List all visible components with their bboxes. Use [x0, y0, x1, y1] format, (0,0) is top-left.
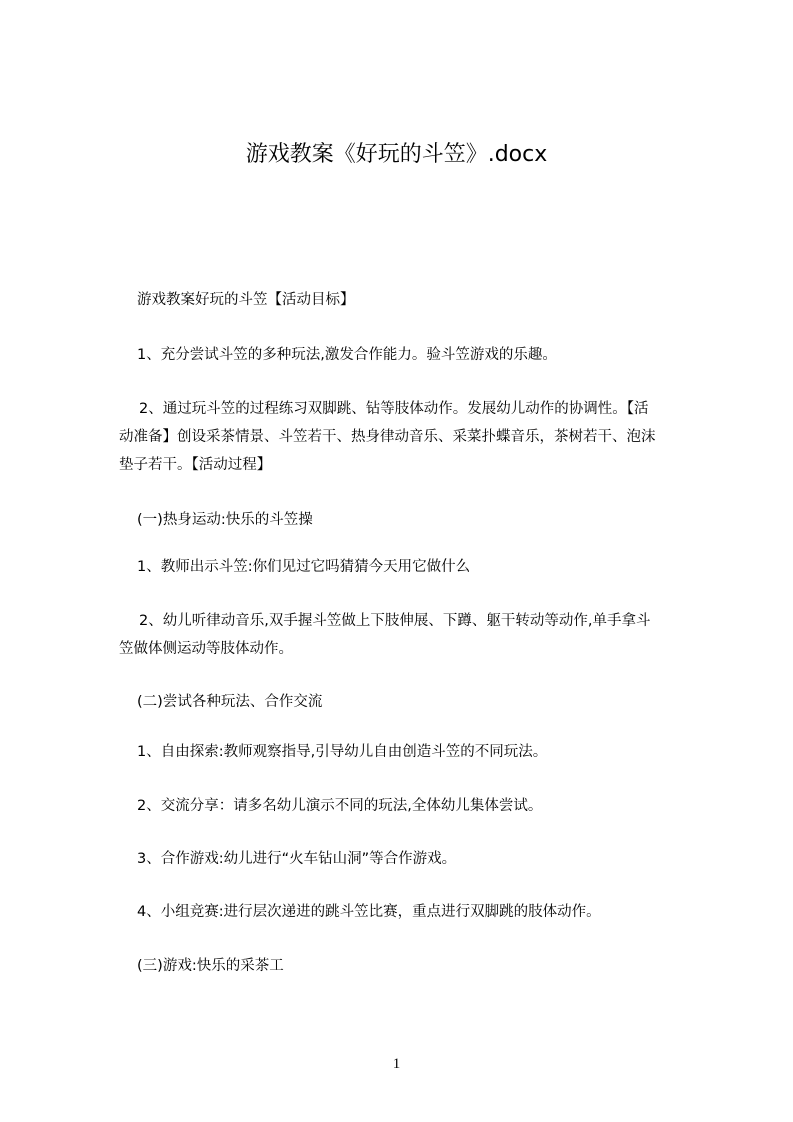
- paragraph: 3、合作游戏:幼儿进行“火车钻山洞”等合作游戏。: [137, 851, 457, 867]
- paragraph: 4、小组竞赛:进行层次递进的跳斗笠比赛，重点进行双脚跳的肢体动作。: [137, 904, 601, 920]
- paragraph: 1、教师出示斗笠:你们见过它吗猜猜今天用它做什么: [137, 559, 471, 575]
- paragraph-line: 笠做体侧运动等肢体动作。: [119, 641, 293, 657]
- paragraph: 1、充分尝试斗笠的多种玩法,激发合作能力。验斗笠游戏的乐趣。: [137, 347, 557, 363]
- section-heading: (三)游戏:快乐的采茶工: [137, 958, 284, 974]
- document-title: 游戏教案《好玩的斗笠》.docx: [245, 142, 548, 167]
- paragraph-line: 动准备】创设采茶情景、斗笠若干、热身律动音乐、采菜扑蝶音乐，茶树若干、泡沫: [119, 429, 656, 445]
- section-heading: (二)尝试各种玩法、合作交流: [137, 694, 323, 710]
- paragraph: 2、交流分享：请多名幼儿演示不同的玩法,全体幼儿集体尝试。: [137, 798, 543, 814]
- paragraph-heading: 游戏教案好玩的斗笠【活动目标】: [137, 292, 355, 308]
- section-heading: (一)热身运动:快乐的斗笠操: [137, 512, 313, 528]
- paragraph: 1、自由探索:教师观察指导,引导幼儿自由创造斗笠的不同玩法。: [137, 744, 548, 760]
- page-number: 1: [392, 1056, 401, 1072]
- paragraph-line: 2、通过玩斗笠的过程练习双脚跳、钻等肢体动作。发展幼儿动作的协调性。【活: [139, 401, 649, 417]
- paragraph-line: 2、幼儿听律动音乐,双手握斗笠做上下肢伸展、下蹲、躯干转动等动作,单手拿斗: [139, 613, 651, 629]
- paragraph-line: 垫子若干。【活动过程】: [119, 457, 272, 473]
